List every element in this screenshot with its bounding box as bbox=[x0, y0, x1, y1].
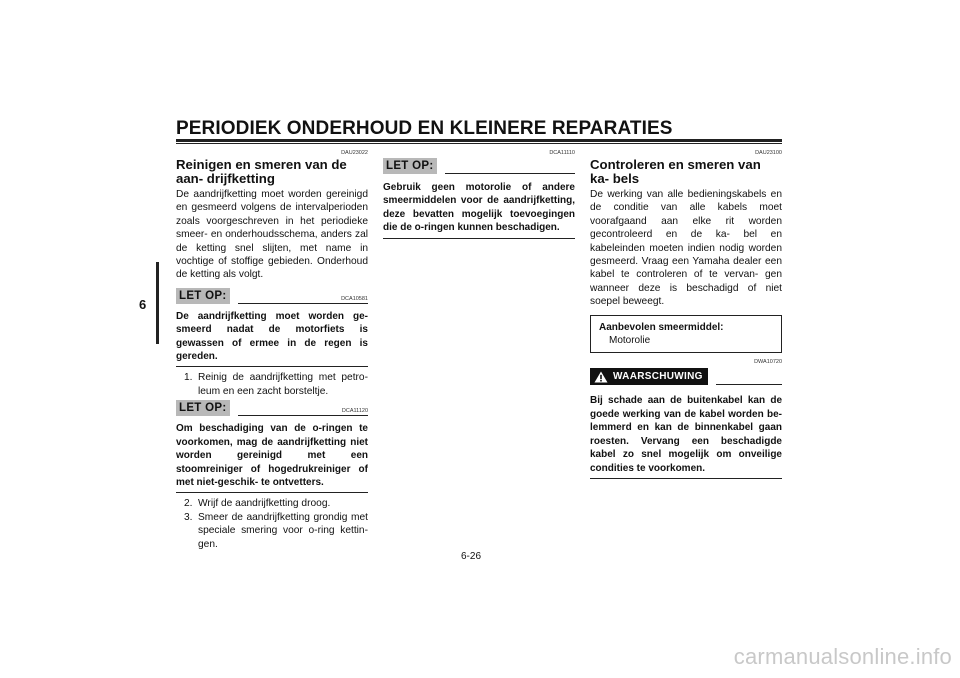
note-text: Om beschadiging van de o-ringen te voorkomen, mag de aandrijfketting niet worden gereinigd met een stoomreiniger of hogedrukreiniger of met niet-geschik- te ontvetters. bbox=[176, 419, 368, 493]
page-title: PERIODIEK ONDERHOUD EN KLEINERE REPARATIES bbox=[176, 118, 673, 139]
note-text: De aandrijfketting moet worden ge- smeerd nadat de motorfiets is gewassen of ermee in de regen is gereden. bbox=[176, 307, 368, 368]
column-1 bbox=[176, 150, 368, 551]
step-text: Smeer de aandrijfketting grondig met speciale smering voor o-ring kettin- gen. bbox=[198, 511, 368, 550]
cables-intro-text: De werking van alle bedieningskabels en de conditie van alle kabels moet voorafgaand aan elke rit worden gecontroleerd en de ka- bel en kabeleinden moeten indien nodig worden gesmeerd. Vraag een Yamaha dealer een kabel te controleren of te vervan- gen wanneer deze is beschadigd of niet soepel beweegt. bbox=[590, 189, 782, 308]
warning-code: DWA10720 bbox=[754, 359, 782, 366]
watermark: carmanualsonline.info bbox=[733, 644, 952, 669]
title-rule bbox=[176, 139, 782, 142]
warning-label bbox=[590, 368, 708, 385]
section-code: DAU23022 bbox=[341, 150, 368, 156]
note-rule bbox=[445, 173, 575, 174]
page-number: 6-26 bbox=[461, 551, 482, 562]
note-code: DCA11110 bbox=[549, 150, 575, 156]
note-code: DCA10581 bbox=[341, 295, 368, 302]
section-code: DAU23100 bbox=[755, 150, 782, 156]
warning-text: Bij schade aan de buitenkabel kan de goede werking van de kabel worden be- lemmerd en kan de binnenkabel gaan roesten. Vervang een beschadigde kabel zo snel mogelijk om onveilige condities te voorkomen. bbox=[590, 391, 782, 478]
column-3 bbox=[590, 150, 782, 479]
step-item bbox=[176, 371, 368, 398]
lubricant-box bbox=[590, 315, 782, 354]
step-text: Wrijf de aandrijfketting droog. bbox=[198, 498, 331, 510]
step-number: 3. bbox=[184, 511, 193, 523]
step-item bbox=[176, 511, 368, 551]
lubricant-value: Motorolie bbox=[609, 335, 651, 347]
warning-triangle-icon bbox=[594, 371, 608, 383]
chapter-bar bbox=[156, 262, 159, 344]
note-rule bbox=[238, 415, 368, 416]
section-heading-chain: Reinigen en smeren van de aan- drijfketting bbox=[176, 157, 347, 186]
note-rule bbox=[238, 303, 368, 304]
column-2 bbox=[383, 150, 575, 239]
lubricant-title: Aanbevolen smeermiddel: bbox=[599, 321, 724, 333]
warning-header bbox=[590, 368, 782, 385]
section-heading-cables: Controleren en smeren van ka- bels bbox=[590, 157, 761, 186]
title-rule-thin bbox=[176, 143, 782, 144]
warning-label-text: WAARSCHUWING bbox=[613, 371, 703, 383]
step-number: 2. bbox=[184, 498, 193, 510]
chain-intro-text: De aandrijfketting moet worden gereinigd en gesmeerd volgens de intervalperioden zoals voorgeschreven in het periodieke smeer- en onderhoudsschema, anders zal de ketting snel slijten, met name in vochtige of stoffige gebieden. Onderhoud de ketting als volgt. bbox=[176, 189, 368, 281]
step-item bbox=[176, 497, 368, 510]
note-label: LET OP: bbox=[383, 158, 437, 174]
note-label: LET OP: bbox=[176, 288, 230, 304]
step-text: Reinig de aandrijfketting met petro- leum en een zacht borsteltje. bbox=[198, 372, 368, 397]
note-header bbox=[383, 158, 575, 174]
step-number: 1. bbox=[184, 372, 193, 384]
warning-rule bbox=[716, 384, 782, 385]
note-label: LET OP: bbox=[176, 400, 230, 416]
chapter-tab: 6 bbox=[139, 297, 147, 312]
note-code: DCA11120 bbox=[341, 408, 368, 415]
note-text: Gebruik geen motorolie of andere smeermiddelen voor de aandrijfketting, deze bevatten mogelijk toevoegingen die de o-ringen kunnen beschadigen. bbox=[383, 178, 575, 239]
